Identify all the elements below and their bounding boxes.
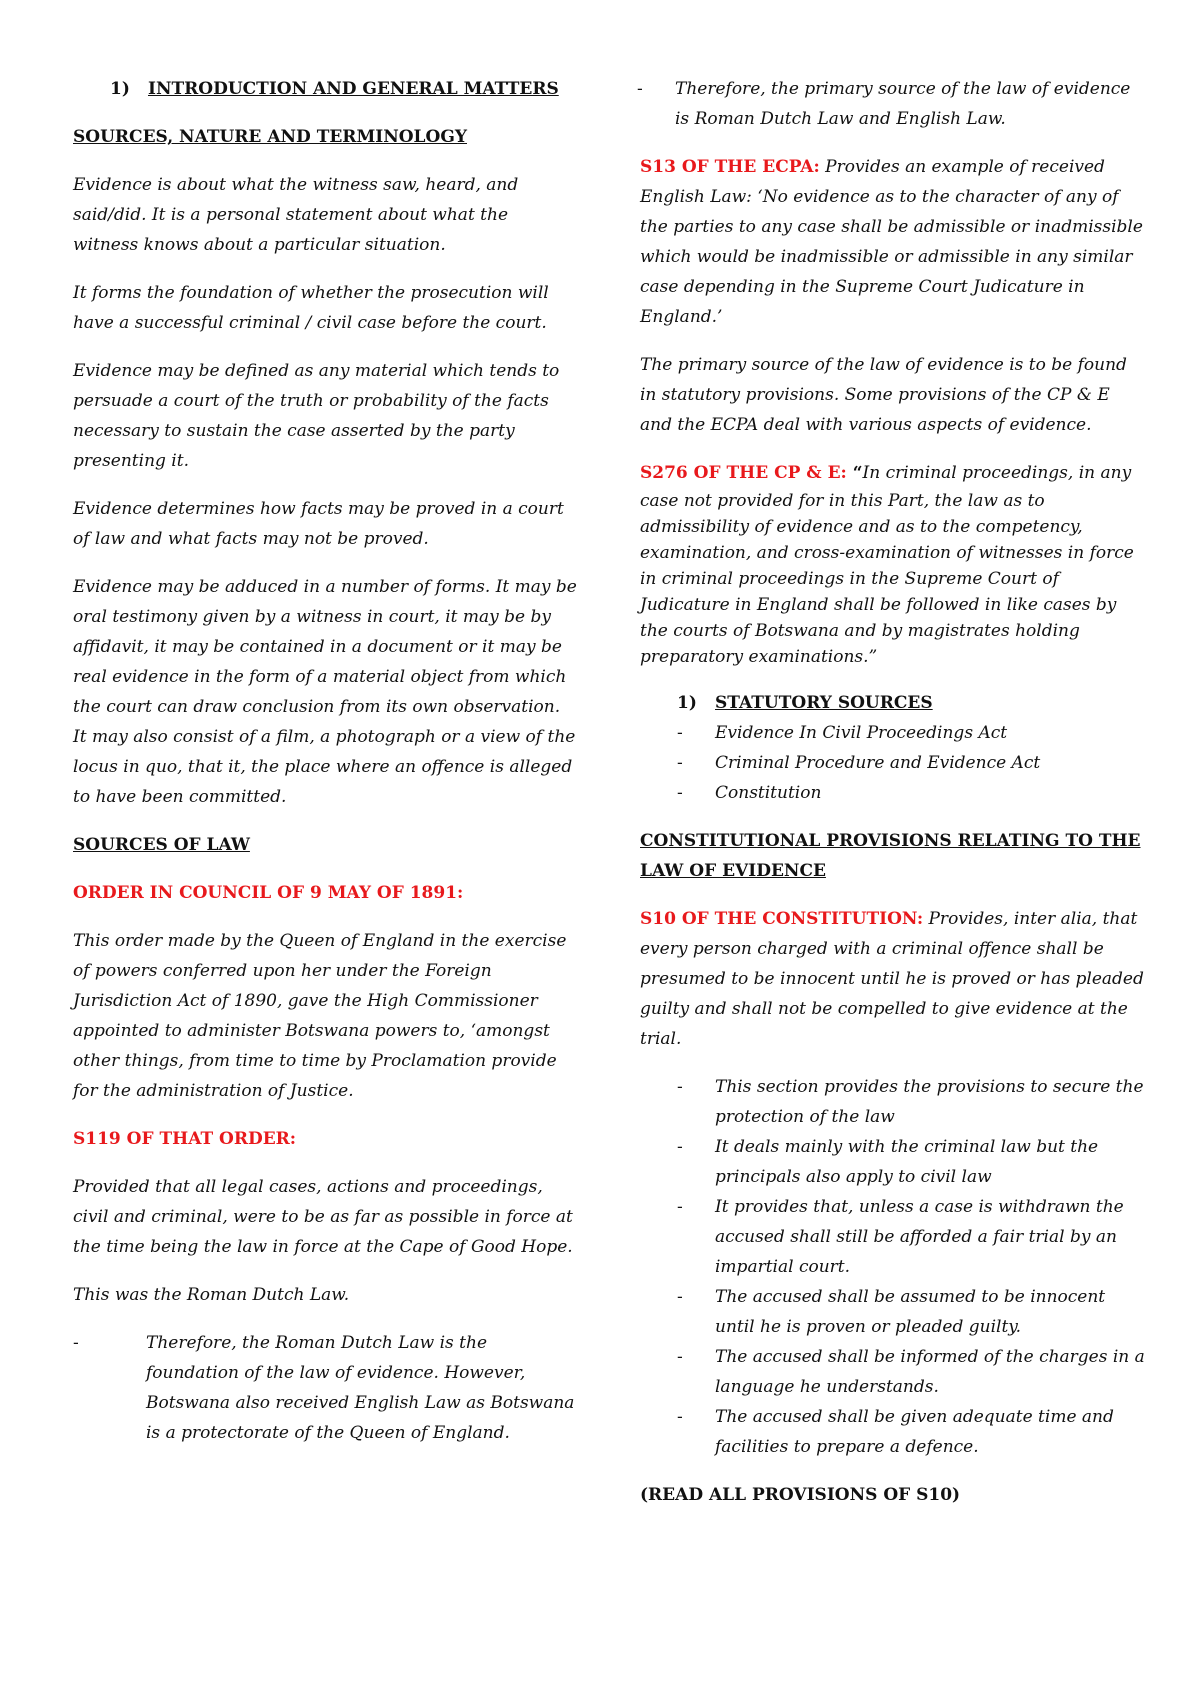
paragraph-order-description: This order made by the Queen of England in the exercise of powers conferred upon her under the Foreign Jurisdiction Act of 1890, gave the High Commissioner appointed to administer Botswana powers to, ‘amongst other things, from time to time by Proclamation provide for the administration of Justice.: [73, 931, 567, 1101]
dash-marker: -: [677, 783, 683, 803]
list-item-text: Criminal Procedure and Evidence Act: [715, 753, 1041, 773]
list-item-text: The accused shall be assumed to be innocent until he is proven or pleaded guilty.: [715, 1287, 1106, 1337]
list-item-text: It deals mainly with the criminal law but the principals also apply to civil law: [715, 1137, 1099, 1187]
section-heading-introduction: [73, 74, 578, 104]
paragraph-s10: [640, 904, 1145, 1054]
s10-label: S10 OF THE CONSTITUTION:: [640, 909, 924, 929]
paragraph-s13: [640, 152, 1145, 332]
left-bullet-list: [73, 1328, 578, 1448]
subheading-sources-nature: SOURCES, NATURE AND TERMINOLOGY: [73, 127, 467, 147]
list-item: [640, 778, 1145, 808]
s276-text: In criminal proceedings, in any case not provided for in this Part, the law as to admissibility of evidence and as to the competency, examination, and cross-examination of witnesses in force in criminal proceedings in the Supreme Court of Judicature in England shall be followed in like cases by the courts of Botswana and by magistrates holding preparatory examinations.”: [640, 463, 1134, 667]
heading-text: INTRODUCTION AND GENERAL MATTERS: [148, 79, 559, 99]
s276-label: S276 OF THE CP & E:: [640, 463, 847, 483]
statutory-sources-list: [640, 718, 1145, 808]
paragraph-primary-source: The primary source of the law of evidence is to be found in statutory provisions. Some provisions of the CP & E and the ECPA deal with various aspects of evidence.: [640, 355, 1127, 435]
read-all-provisions-note: (READ ALL PROVISIONS OF S10): [640, 1485, 961, 1505]
paragraph-forms-of-evidence: Evidence may be adduced in a number of forms. It may be oral testimony given by a witness in court, it may be by affidavit, it may be contained in a document or it may be real evidence in the form of a material object from which the court can draw conclusion from its own observation. It may also consist of a film, a photograph or a view of the locus in quo, that it, the place where an offence is alleged to have been committed.: [73, 577, 577, 807]
list-item: [73, 1328, 578, 1448]
list-item: [640, 1132, 1145, 1192]
list-item: [640, 748, 1145, 778]
right-top-bullet-list: [637, 74, 1145, 134]
subheading-sources-of-law: SOURCES OF LAW: [73, 835, 250, 855]
paragraph-evidence-definition: Evidence is about what the witness saw, heard, and said/did. It is a personal statement about what the witness knows about a particular situation.: [73, 175, 519, 255]
paragraph-facts-proved: Evidence determines how facts may be proved in a court of law and what facts may not be proved.: [73, 499, 564, 549]
list-item: [640, 1072, 1145, 1132]
paragraph-roman-dutch: This was the Roman Dutch Law.: [73, 1285, 350, 1305]
left-column: [73, 74, 578, 1466]
list-item: [640, 1402, 1145, 1462]
heading-order-in-council: ORDER IN COUNCIL OF 9 MAY OF 1891:: [73, 883, 464, 903]
list-item-text: The accused shall be informed of the charges in a language he understands.: [715, 1347, 1145, 1397]
list-item: [637, 74, 1145, 134]
dash-marker: -: [677, 753, 683, 773]
right-column: [637, 74, 1145, 1528]
dash-marker: -: [677, 1137, 683, 1157]
list-item-text: Evidence In Civil Proceedings Act: [715, 723, 1008, 743]
heading-number: 1): [110, 79, 130, 99]
section-heading-statutory: [640, 688, 1145, 718]
list-item-text: It provides that, unless a case is withdrawn the accused shall still be afforded a fair trial by an impartial court.: [715, 1197, 1124, 1277]
dash-marker: -: [677, 1407, 683, 1427]
subheading-constitutional-provisions: CONSTITUTIONAL PROVISIONS RELATING TO THE LAW OF EVIDENCE: [640, 831, 1141, 881]
dash-marker: -: [677, 1077, 683, 1097]
heading-number: 1): [677, 693, 697, 713]
heading-text: STATUTORY SOURCES: [715, 693, 933, 713]
list-item-text: This section provides the provisions to secure the protection of the law: [715, 1077, 1144, 1127]
list-item: [640, 1282, 1145, 1342]
s13-label: S13 OF THE ECPA:: [640, 157, 820, 177]
paragraph-s276: [640, 458, 1145, 670]
dash-marker: -: [637, 79, 643, 99]
s13-text: Provides an example of received English Law: ‘No evidence as to the character of any of the parties to any case shall be admissible or inadmissible which would be inadmissible or admissible in any similar case depending in the Supreme Court Judicature in England.’: [640, 157, 1143, 327]
dash-marker: -: [677, 1197, 683, 1217]
paragraph-material-definition: Evidence may be defined as any material which tends to persuade a court of the truth or probability of the facts necessary to sustain the case asserted by the party presenting it.: [73, 361, 560, 471]
heading-s119: S119 OF THAT ORDER:: [73, 1129, 297, 1149]
list-item-text: The accused shall be given adequate time and facilities to prepare a defence.: [715, 1407, 1114, 1457]
list-item: [640, 1342, 1145, 1402]
dash-marker: -: [677, 1287, 683, 1307]
list-item-text: Therefore, the primary source of the law of evidence is Roman Dutch Law and English Law.: [675, 79, 1131, 129]
list-item-text: Therefore, the Roman Dutch Law is the foundation of the law of evidence. However, Botswana also received English Law as Botswana is a protectorate of the Queen of England.: [146, 1333, 575, 1443]
list-item: [640, 1192, 1145, 1282]
s10-provisions-list: [640, 1072, 1145, 1462]
dash-marker: -: [677, 723, 683, 743]
dash-marker: -: [73, 1333, 79, 1353]
s276-open-quote: “: [846, 463, 863, 483]
list-item-text: Constitution: [715, 783, 822, 803]
s10-text: Provides, inter alia, that every person charged with a criminal offence shall be presumed to be innocent until he is proved or has pleaded guilty and shall not be compelled to give evidence at the trial.: [640, 909, 1144, 1049]
paragraph-s119: Provided that all legal cases, actions and proceedings, civil and criminal, were to be as far as possible in force at the time being the law in force at the Cape of Good Hope.: [73, 1177, 573, 1257]
paragraph-foundation: It forms the foundation of whether the prosecution will have a successful criminal / civil case before the court.: [73, 283, 549, 333]
dash-marker: -: [677, 1347, 683, 1367]
list-item: [640, 718, 1145, 748]
